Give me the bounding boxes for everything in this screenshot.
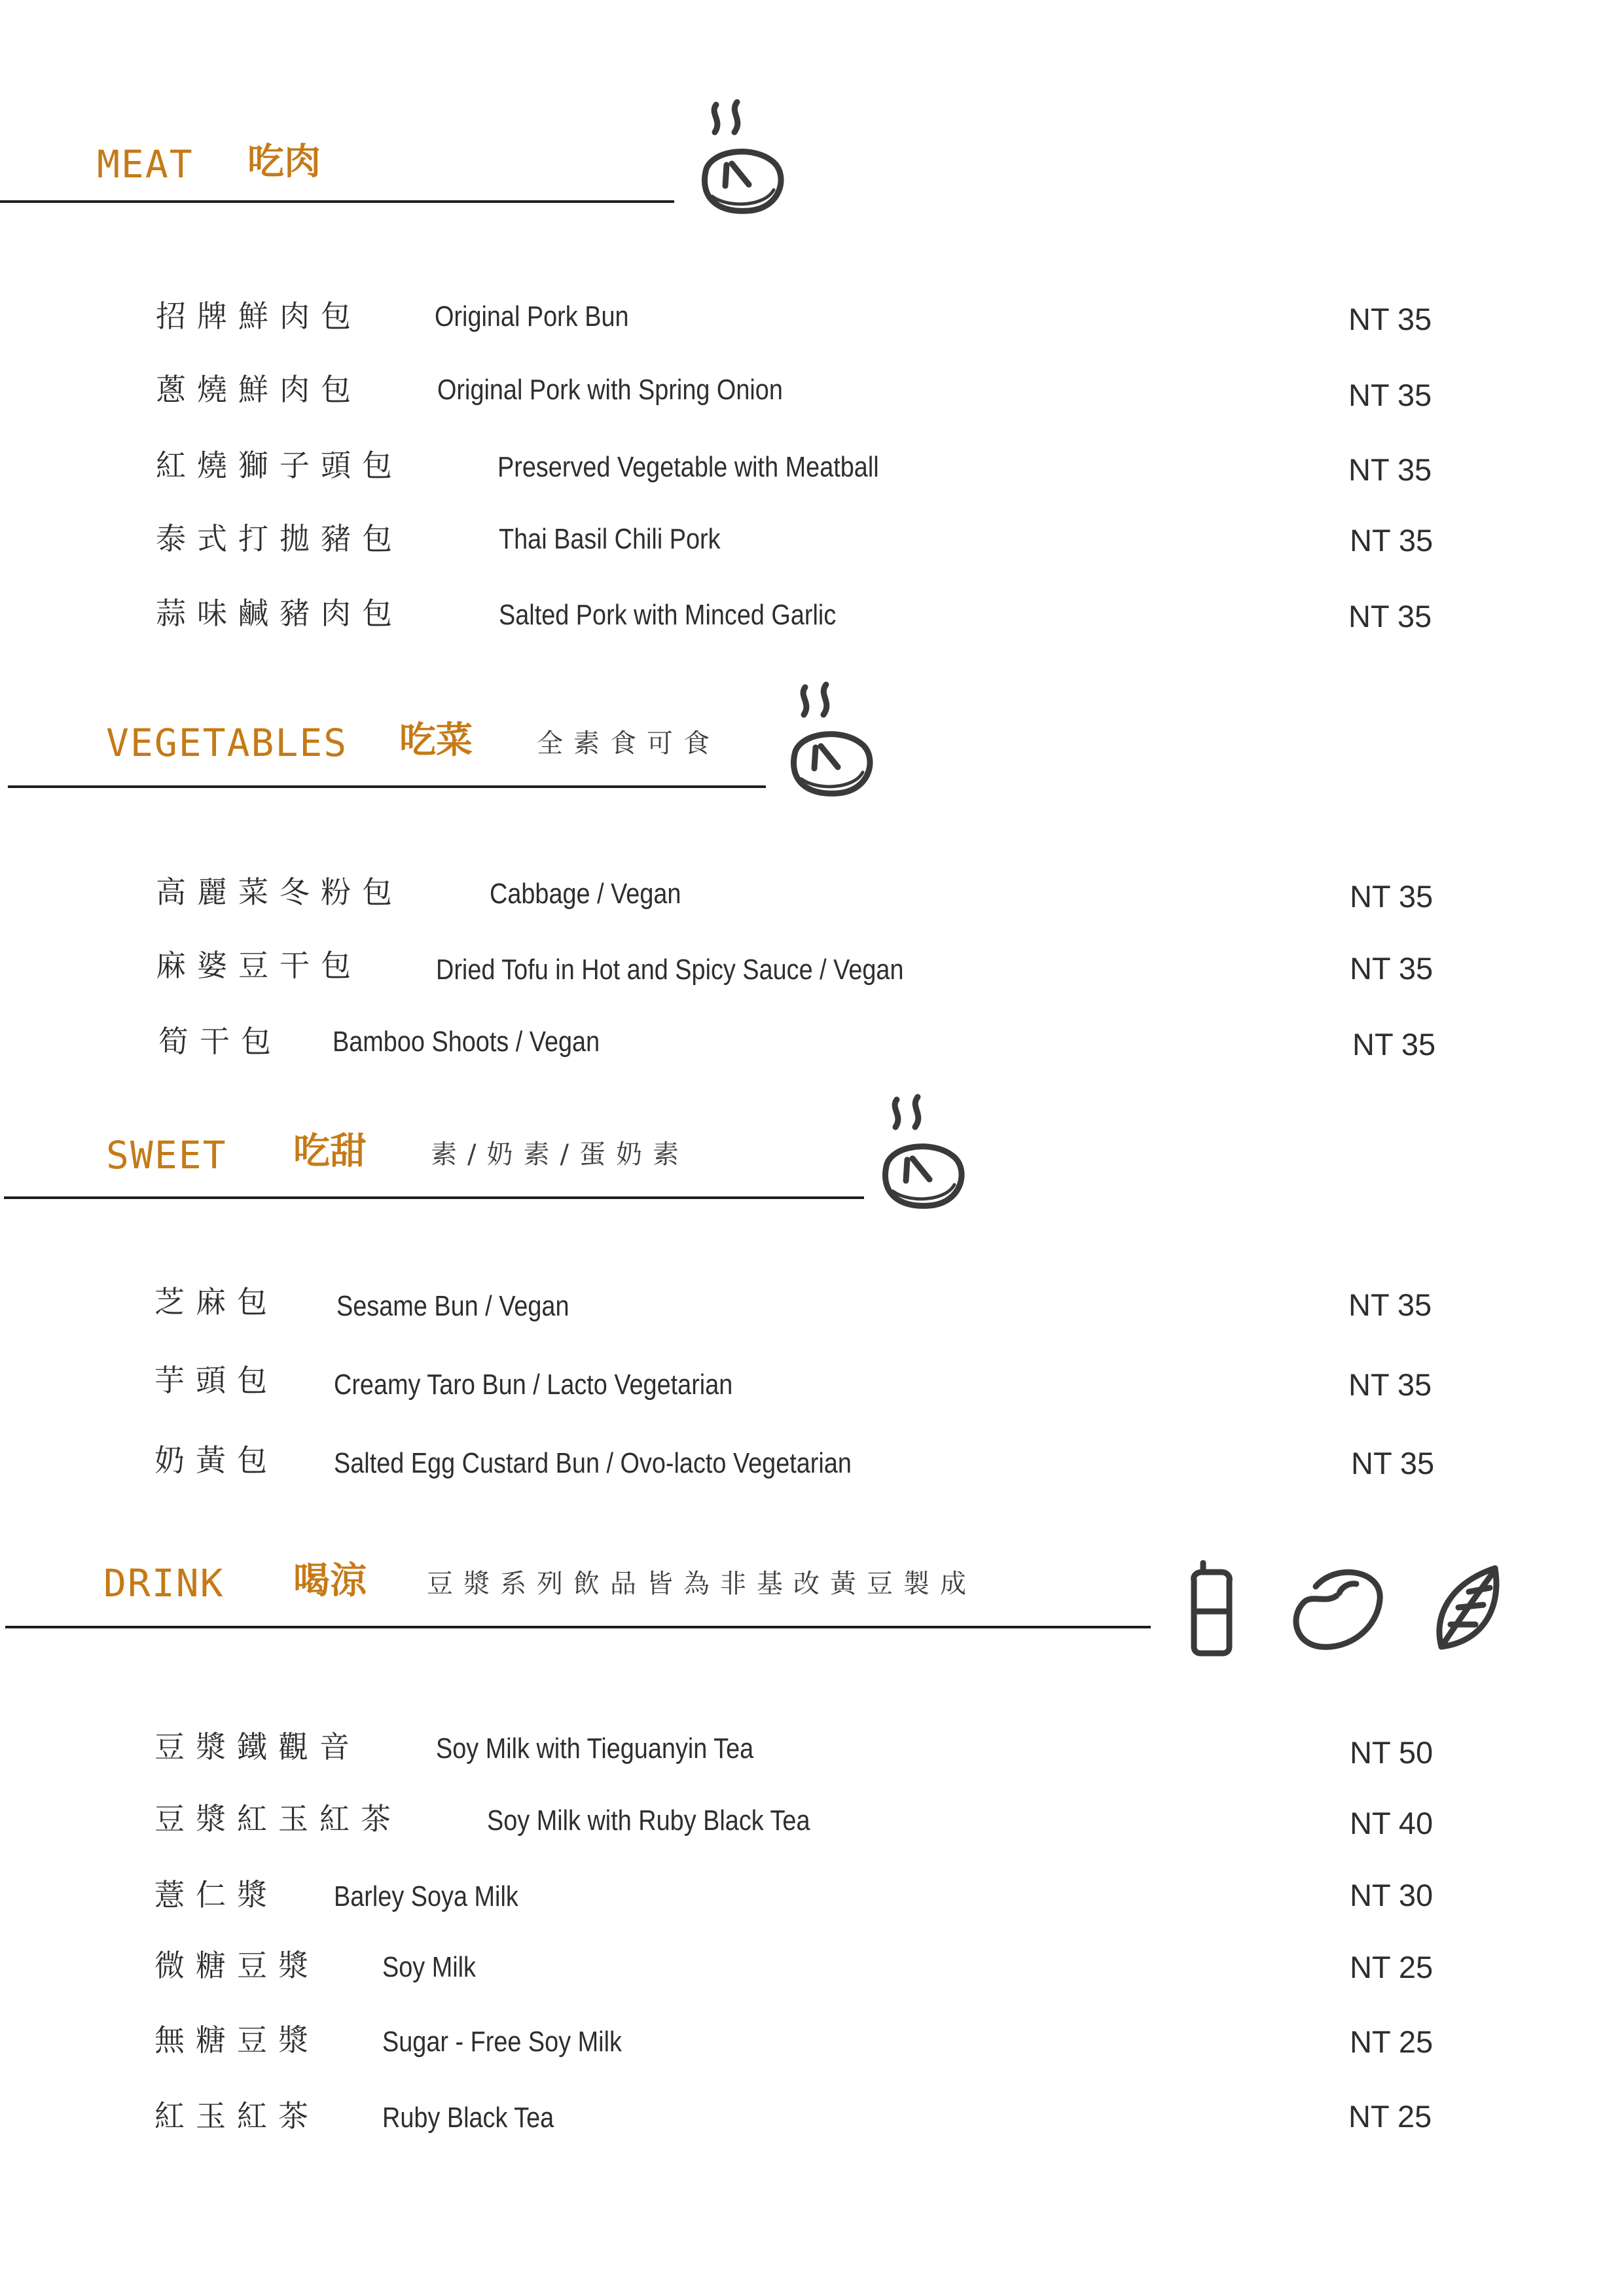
menu-item-price: NT 35 [1350, 951, 1434, 986]
menu-item-zh: 豆漿紅玉紅茶 [154, 1801, 402, 1837]
section-title-drink-en: DRINK [103, 1561, 225, 1605]
menu-item-zh: 招牌鮮肉包 [156, 298, 362, 334]
section-note-sweet: 素/奶素/蛋奶素 [431, 1139, 689, 1170]
menu-item-price: NT 50 [1350, 1735, 1434, 1770]
menu-item-zh: 筍干包 [158, 1024, 282, 1059]
menu-item-en: Sesame Bun / Vegan [336, 1290, 569, 1322]
menu-item-zh: 紅燒獅子頭包 [156, 448, 403, 483]
menu-item-zh: 泰式打拋豬包 [156, 521, 403, 556]
cup-icon [1186, 1560, 1238, 1659]
menu-item-zh: 高麗菜冬粉包 [156, 874, 403, 910]
section-divider-vegetables [8, 785, 766, 788]
menu-item-en: Soy Milk with Tieguanyin Tea [436, 1732, 754, 1765]
menu-item-zh: 無糖豆漿 [154, 2022, 319, 2058]
menu-item-price: NT 35 [1352, 1027, 1436, 1062]
menu-item-price: NT 35 [1351, 1446, 1435, 1480]
menu-item-en: Ruby Black Tea [382, 2102, 554, 2134]
section-note-drink: 豆漿系列飲品皆為非基改黃豆製成 [427, 1569, 977, 1599]
menu-item-price: NT 25 [1350, 2024, 1434, 2059]
tea-leaf-icon [1431, 1564, 1503, 1656]
section-divider-sweet [4, 1196, 864, 1199]
menu-item-zh: 芋頭包 [154, 1363, 278, 1398]
menu-item-en: Bamboo Shoots / Vegan [333, 1026, 600, 1058]
section-note-vegetables: 全素食可食 [537, 728, 720, 759]
steaming-bun-icon [875, 1093, 973, 1224]
menu-item-price: NT 25 [1348, 2099, 1432, 2134]
menu-item-en: Soy Milk with Ruby Black Tea [487, 1804, 810, 1837]
menu-item-zh: 芝麻包 [154, 1284, 278, 1319]
section-title-vegetables-zh: 吃菜 [399, 719, 473, 762]
section-title-vegetables-en: VEGETABLES [106, 721, 348, 765]
menu-item-price: NT 35 [1348, 1367, 1432, 1402]
section-divider-drink [5, 1626, 1151, 1628]
menu-item-en: Cabbage / Vegan [490, 878, 681, 910]
menu-item-en: Creamy Taro Bun / Lacto Vegetarian [334, 1369, 733, 1401]
menu-item-price: NT 35 [1350, 523, 1434, 558]
menu-item-zh: 奶黃包 [154, 1443, 278, 1478]
menu-item-en: Thai Basil Chili Pork [499, 523, 721, 555]
section-title-sweet-zh: 吃甜 [293, 1130, 367, 1173]
menu-item-price: NT 25 [1350, 1950, 1434, 1984]
menu-item-en: Sugar - Free Soy Milk [382, 2026, 622, 2058]
steaming-bun-icon [783, 681, 881, 812]
menu-item-price: NT 35 [1348, 302, 1432, 336]
menu-item-en: Salted Egg Custard Bun / Ovo-lacto Vegetarian [334, 1447, 852, 1479]
menu-item-price: NT 35 [1348, 599, 1432, 634]
menu-item-zh: 微糖豆漿 [154, 1948, 319, 1983]
menu-item-price: NT 35 [1350, 879, 1434, 914]
menu-item-price: NT 30 [1350, 1878, 1434, 1912]
menu-item-price: NT 40 [1350, 1806, 1434, 1840]
menu-item-zh: 蔥燒鮮肉包 [156, 372, 362, 407]
menu-item-zh: 豆漿鐵觀音 [154, 1729, 361, 1765]
menu-item-zh: 紅玉紅茶 [154, 2098, 319, 2134]
menu-item-en: Salted Pork with Minced Garlic [499, 599, 837, 631]
menu-item-en: Dried Tofu in Hot and Spicy Sauce / Vegan [436, 954, 904, 986]
menu-item-en: Original Pork with Spring Onion [437, 374, 783, 406]
menu-item-price: NT 35 [1348, 452, 1432, 487]
menu-item-zh: 蒜味鹹豬肉包 [156, 596, 403, 631]
menu-item-price: NT 35 [1348, 1287, 1432, 1322]
soybean-icon [1290, 1563, 1388, 1655]
menu-item-en: Barley Soya Milk [334, 1880, 518, 1912]
section-title-sweet-en: SWEET [106, 1133, 227, 1177]
steaming-bun-icon [694, 98, 792, 229]
menu-item-zh: 麻婆豆干包 [156, 948, 362, 983]
section-title-meat-zh: 吃肉 [247, 141, 321, 183]
section-divider-meat [0, 200, 674, 203]
menu-item-zh: 薏仁漿 [154, 1877, 278, 1912]
section-title-drink-zh: 喝涼 [293, 1560, 367, 1602]
menu-item-price: NT 35 [1348, 378, 1432, 412]
menu-item-en: Preserved Vegetable with Meatball [497, 451, 879, 483]
menu-item-en: Original Pork Bun [435, 300, 629, 332]
menu-item-en: Soy Milk [382, 1951, 476, 1983]
section-title-meat-en: MEAT [97, 142, 194, 187]
